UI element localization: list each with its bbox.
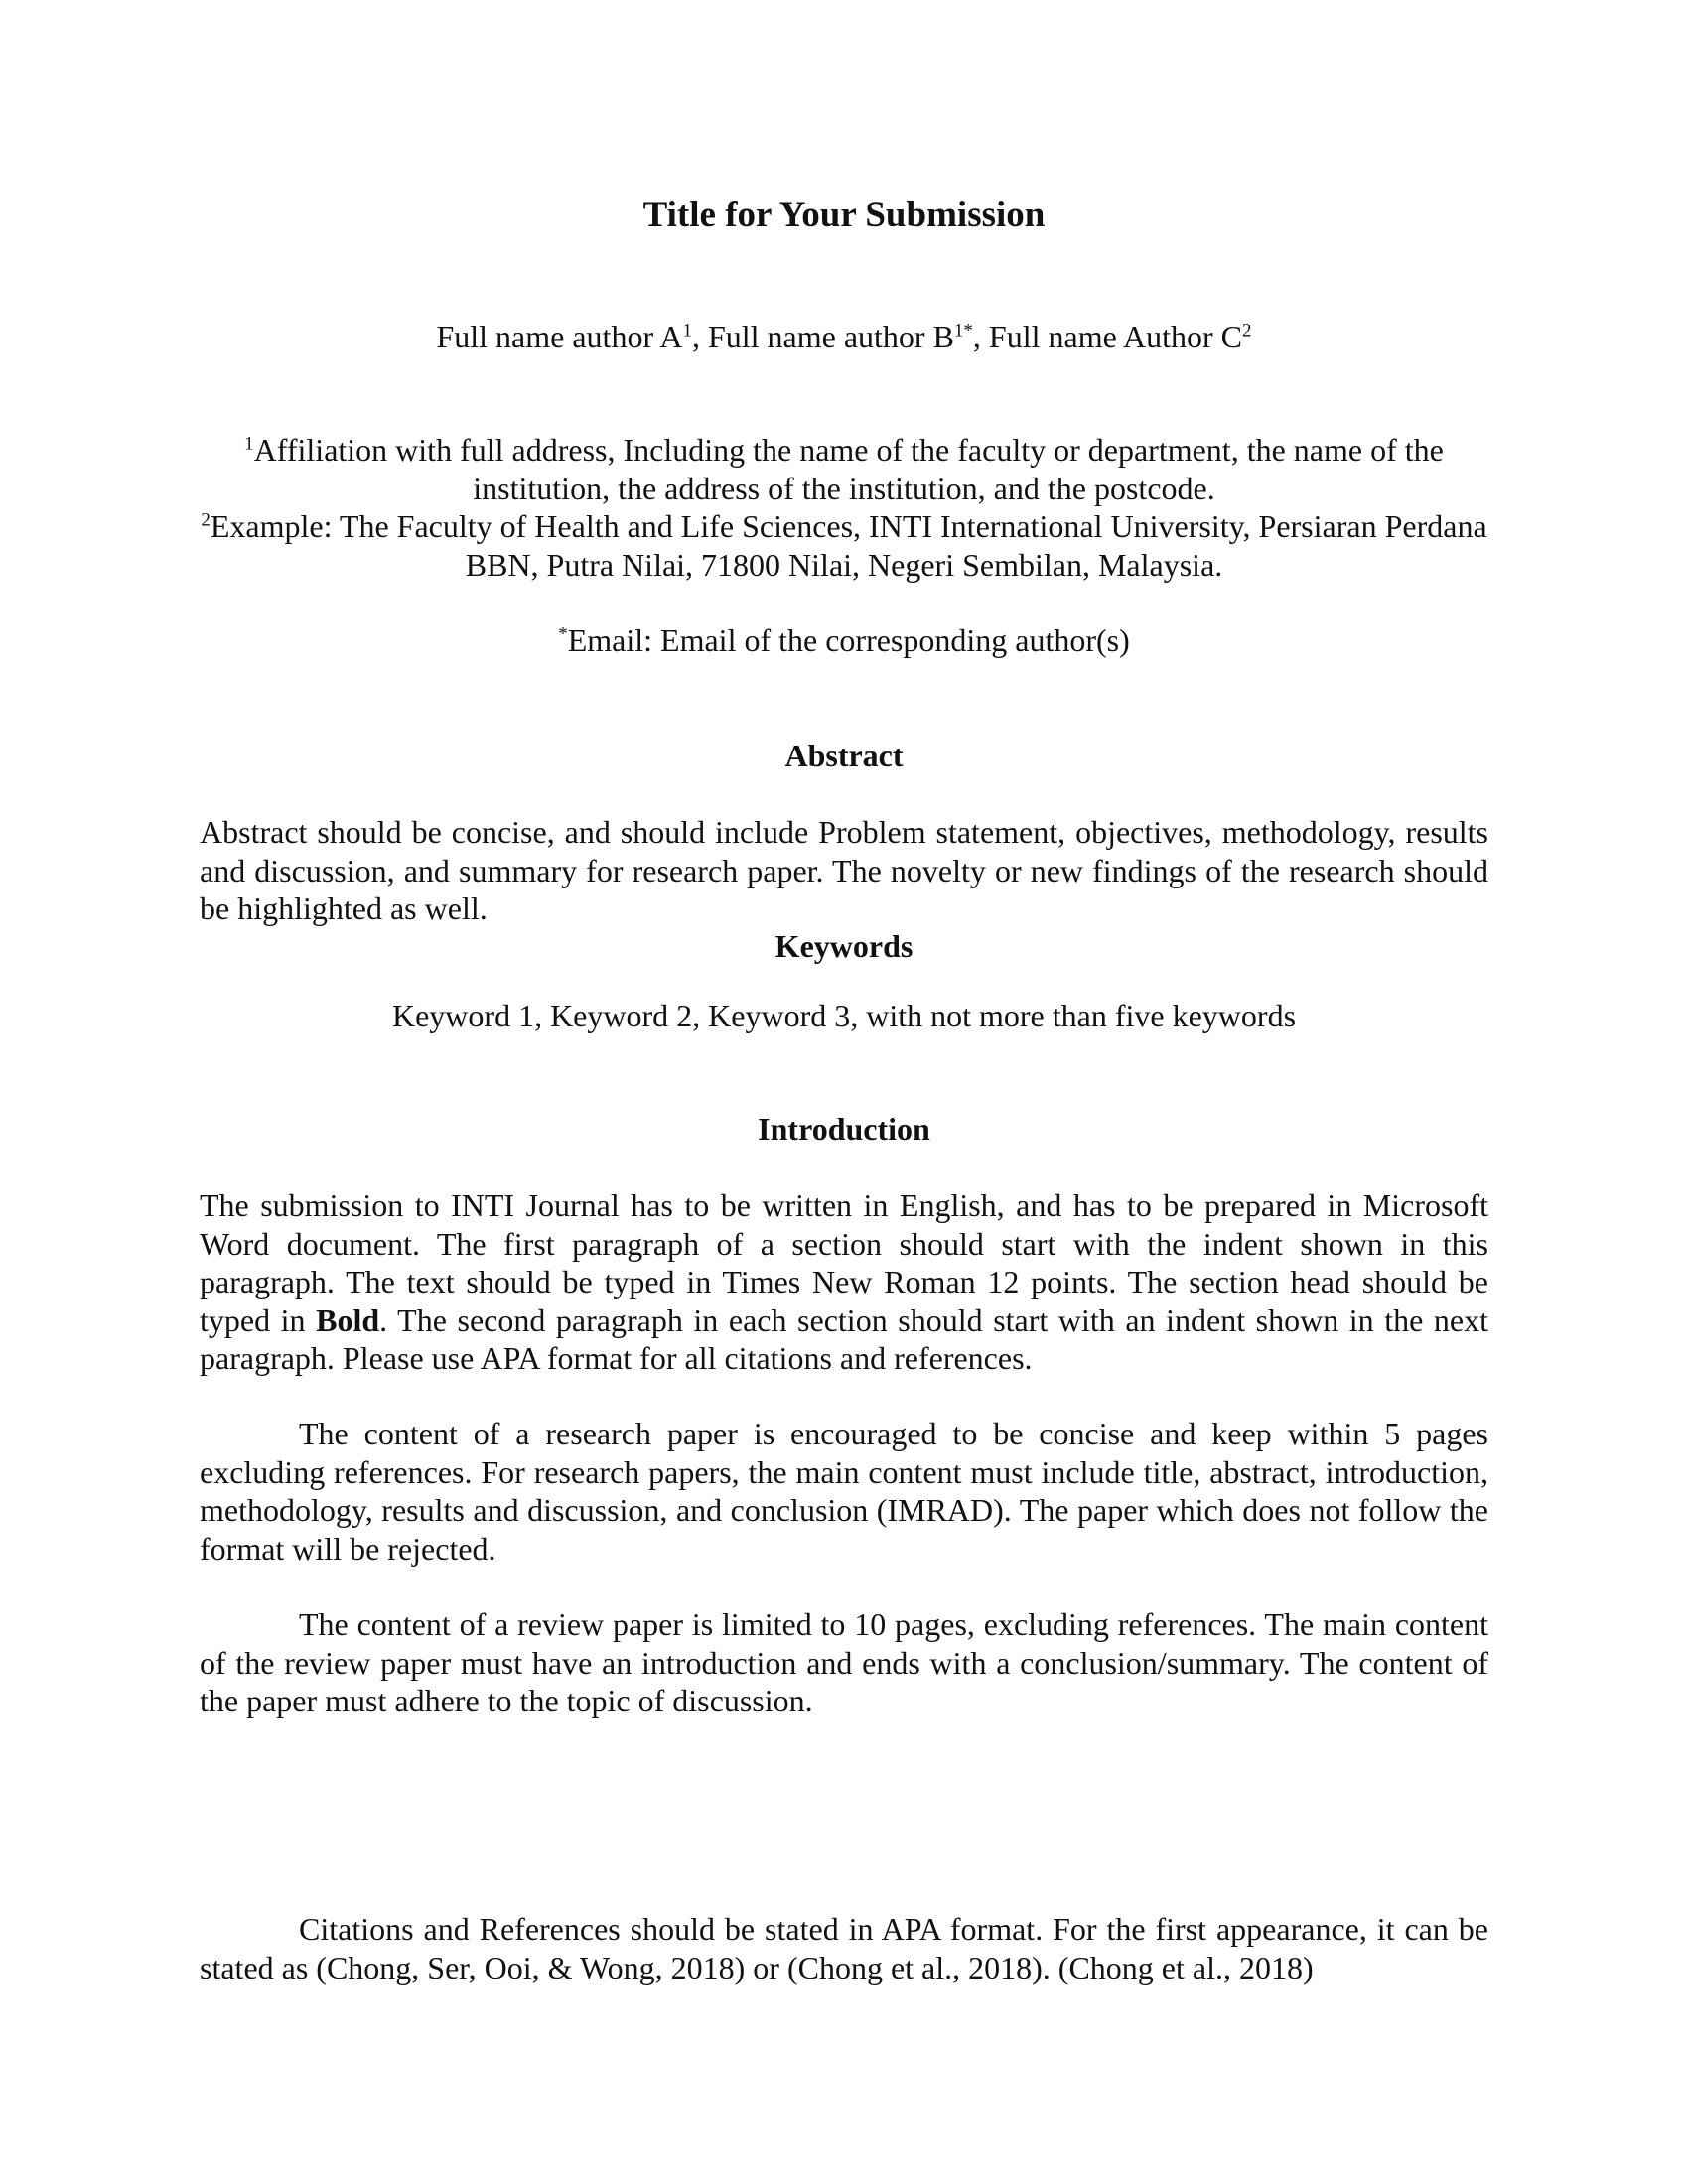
- abstract-text: Abstract should be concise, and should include Problem statement, objectives, methodology, results and discussion, and summary for research paper. The novelty or new findings of the research should be highlighted as well.: [200, 814, 1488, 926]
- affiliation-2-text: Example: The Faculty of Health and Life Sciences, INTI International University, Persiaran Perdana BBN, Putra Nilai, 71800 Nilai, Negeri Sembilan, Malaysia.: [210, 508, 1487, 583]
- author-list: [200, 318, 1488, 356]
- affiliation-2: [200, 507, 1488, 584]
- email-superscript: *: [558, 623, 568, 645]
- author-c-superscript: 2: [1242, 320, 1252, 341]
- affiliations-block: [200, 431, 1488, 584]
- affiliation-1-text: Affiliation with full address, Including the name of the faculty or department, the name of the institution, the address of the institution, and the postcode.: [253, 432, 1444, 506]
- paper-title: Title for Your Submission: [642, 195, 1046, 235]
- introduction-paragraph-1-part-2: . The second paragraph in each section should start with an indent shown in the next paragraph. Please use APA format for all citations and references.: [200, 1301, 1489, 1376]
- affiliation-1-superscript: 1: [244, 433, 254, 455]
- keywords-heading: Keywords: [774, 928, 914, 964]
- keywords-text: Keyword 1, Keyword 2, Keyword 3, with not more than five keywords: [391, 998, 1297, 1033]
- author-separator: ,: [972, 319, 989, 354]
- author-b-name: Full name author B: [707, 319, 954, 354]
- introduction-paragraph-3: The content of a review paper is limited to 10 pages, excluding references. The main content of the review paper must have an introduction and ends with a conclusion/summary. The content of the paper must adhere to the topic of discussion.: [200, 1606, 1488, 1718]
- affiliation-2-superscript: 2: [201, 509, 211, 531]
- introduction-heading: Introduction: [758, 1111, 930, 1147]
- abstract-heading: Abstract: [784, 738, 904, 773]
- corresponding-email: [200, 621, 1488, 660]
- introduction-paragraph-2: The content of a research paper is encouraged to be concise and keep within 5 pages excluding references. For research papers, the main content must include title, abstract, introduction, methodology, results and discussion, and conclusion (IMRAD). The paper which does not follow the format will be rejected.: [200, 1416, 1488, 1567]
- bold-word: Bold: [316, 1301, 380, 1338]
- author-a-superscript: 1: [682, 320, 692, 341]
- email-text: Email: Email of the corresponding author(s): [567, 622, 1130, 658]
- introduction-paragraph-4: Citations and References should be stated in APA format. For the first appearance, it can be stated as (Chong, Ser, Ooi, & Wong, 2018) or (Chong et al., 2018). (Chong et al., 2018): [200, 1911, 1488, 1985]
- author-separator: ,: [691, 319, 708, 354]
- author-a-name: Full name author A: [436, 319, 683, 354]
- author-b-superscript: 1*: [953, 320, 973, 341]
- author-c-name: Full name Author C: [988, 319, 1243, 354]
- affiliation-1: [200, 431, 1488, 507]
- introduction-paragraph-1-part-1: The submission to INTI Journal has to be written in English, and has to be prepared in Microsoft Word document. The first paragraph of a section should start with the indent shown in this paragraph. The text should be typed in Times New Roman 12 points. The section head should be typed in: [200, 1187, 1488, 1338]
- introduction-paragraph-1: [200, 1186, 1488, 1378]
